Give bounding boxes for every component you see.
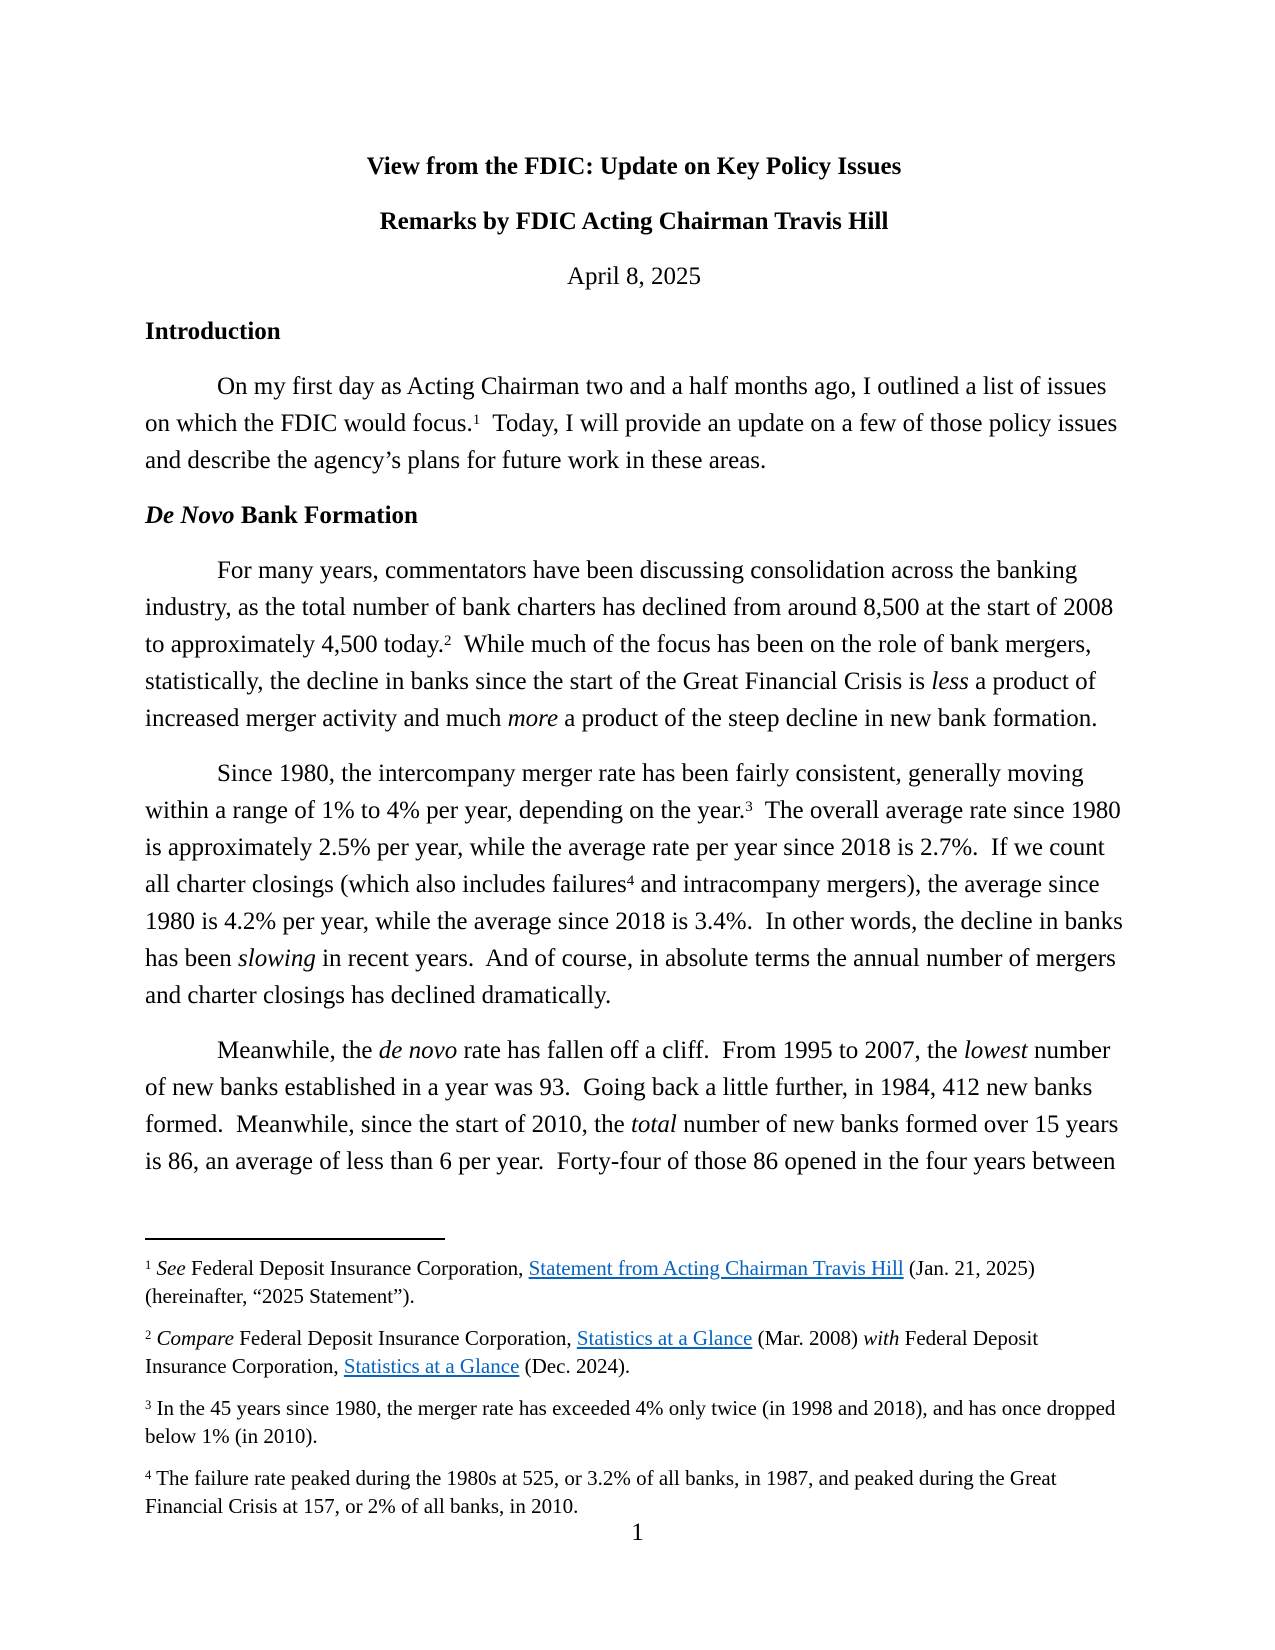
footnote-ref-2: 2 — [444, 633, 452, 650]
text-segment: Today, I will provide an update on a few of those policy issues and describe the agency’s plans for future work in these areas. — [145, 410, 1124, 474]
text-segment: Federal Deposit Insurance Corporation, — [185, 1256, 529, 1280]
paragraph-consolidation — [145, 552, 1123, 737]
footnote-ref-1: 1 — [472, 412, 481, 429]
document-title: View from the FDIC: Update on Key Policy Issues — [366, 153, 902, 180]
text-segment: (Jan. 21, 2025) (hereinafter, “2025 Statement”). — [145, 1256, 1041, 1308]
footnote-3 — [145, 1394, 1123, 1450]
document-content — [145, 148, 1130, 1198]
text-segment: The overall average rate since 1980 is approximately 2.5% per year, while the average rate per year since 2018 is 2.7%. If we count all charter closings (which also includes failures — [145, 797, 1128, 898]
footnote-marker-1: 1 — [145, 1258, 152, 1273]
text-segment-italic: total — [630, 1111, 677, 1138]
footnote-2 — [145, 1324, 1123, 1380]
section-heading-de-novo — [145, 497, 1123, 534]
text-segment-italic: with — [863, 1326, 900, 1350]
footnote-ref-3: 3 — [745, 799, 753, 816]
text-segment-italic: more — [507, 705, 559, 732]
text-segment-italic: less — [931, 668, 969, 695]
document-date: April 8, 2025 — [566, 263, 702, 290]
footnote-ref-4: 4 — [626, 873, 635, 890]
text-segment: number of new banks established in a year was 93. Going back a little further, in 1984, 412 new banks formed. Meanwhile, since the start of 2010, the — [145, 1037, 1117, 1138]
footnote-4 — [145, 1464, 1123, 1520]
footnote-separator — [145, 1238, 445, 1240]
document-subtitle: Remarks by FDIC Acting Chairman Travis Hill — [379, 208, 889, 235]
text-segment-italic: slowing — [238, 945, 316, 972]
text-segment: and intracompany mergers), the average since 1980 is 4.2% per year, while the average since 2018 is 3.4%. In other words, the decline in banks has been — [145, 871, 1130, 972]
document-header — [145, 148, 1123, 295]
text-segment: a product of increased merger activity and much — [145, 668, 1103, 732]
link-statement-acting-chairman-travis-hill[interactable]: Statement from Acting Chairman Travis Hill — [528, 1256, 904, 1280]
footnote-1 — [145, 1254, 1123, 1310]
footnote-marker-4: 4 — [145, 1468, 152, 1483]
text-segment: (Dec. 2024). — [519, 1354, 631, 1378]
text-segment: (Mar. 2008) — [752, 1326, 864, 1350]
page-number: 1 — [631, 1519, 644, 1546]
text-segment: rate has fallen off a cliff. From 1995 to 2007, the — [457, 1037, 964, 1064]
footnotes-section — [145, 1238, 1123, 1534]
text-segment-italic: Compare — [156, 1326, 234, 1350]
text-segment: number of new banks formed over 15 years is 86, an average of less than 6 per year. Forty-four of those 86 opened in the four years between — [145, 1111, 1125, 1175]
text-segment: While much of the focus has been on the role of bank mergers, statistically, the decline in banks since the start of the Great Financial Crisis is — [145, 631, 1098, 695]
text-segment: In the 45 years since 1980, the merger rate has exceeded 4% only twice (in 1998 and 2018), and has once dropped below 1% (in 2010). — [145, 1396, 1121, 1448]
text-segment: Meanwhile, the — [217, 1037, 379, 1064]
text-segment: For many years, commentators have been discussing consolidation across the banking industry, as the total number of bank charters has declined from around 8,500 at the start of 2008 to approximately 4,500 today. — [145, 557, 1120, 658]
text-segment: The failure rate peaked during the 1980s at 525, or 3.2% of all banks, in 1987, and peaked during the Great Financial Crisis at 157, or 2% of all banks, in 2010. — [145, 1466, 1062, 1518]
text-segment: Since 1980, the intercompany merger rate has been fairly consistent, generally moving within a range of 1% to 4% per year, depending on the year. — [145, 760, 1090, 824]
footnote-marker-3: 3 — [145, 1398, 152, 1413]
text-segment: On my first day as Acting Chairman two and a half months ago, I outlined a list of issues on which the FDIC would focus. — [145, 373, 1113, 437]
link-statistics-at-a-glance-2024[interactable]: Statistics at a Glance — [343, 1354, 520, 1378]
heading-rest-part: Bank Formation — [234, 502, 418, 529]
paragraph-intro — [145, 368, 1123, 479]
footnote-marker-2: 2 — [145, 1328, 152, 1343]
paragraph-de-novo-rate — [145, 1032, 1123, 1180]
paragraph-merger-rate — [145, 755, 1130, 1014]
text-segment-italic: lowest — [963, 1037, 1028, 1064]
text-segment-italic: See — [156, 1256, 186, 1280]
text-segment: Federal Deposit Insurance Corporation, — [145, 1326, 1044, 1378]
link-statistics-at-a-glance-2008[interactable]: Statistics at a Glance — [576, 1326, 753, 1350]
section-heading-introduction: Introduction — [145, 318, 281, 345]
text-segment: Federal Deposit Insurance Corporation, — [233, 1326, 577, 1350]
text-segment: a product of the steep decline in new bank formation. — [558, 705, 1098, 732]
text-segment: in recent years. And of course, in absolute terms the annual number of mergers and charter closings has declined dramatically. — [145, 945, 1123, 1009]
text-segment-italic: de novo — [378, 1037, 458, 1064]
heading-italic-part: De Novo — [145, 502, 235, 529]
